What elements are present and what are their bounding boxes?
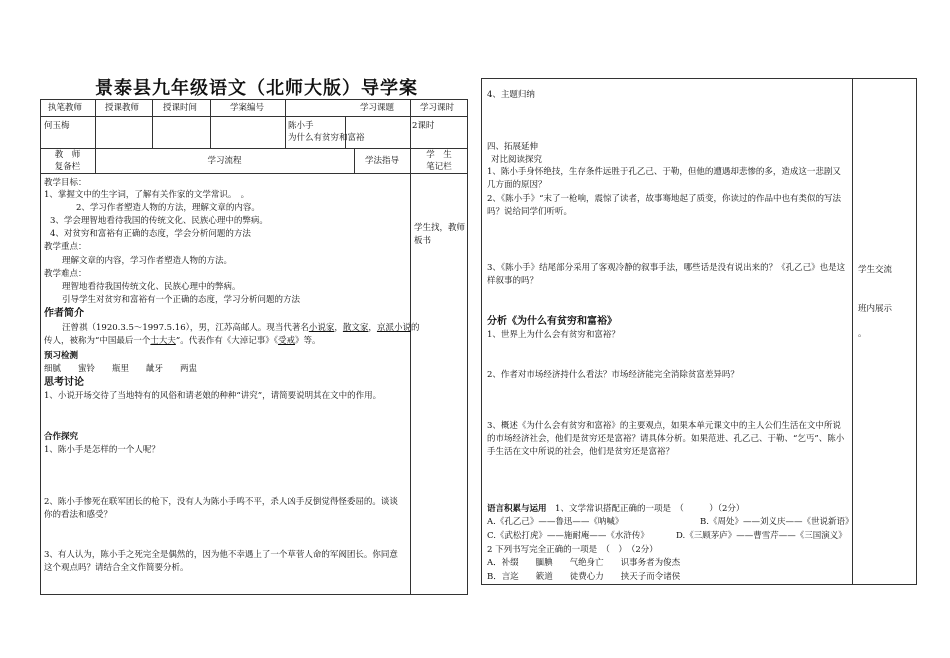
guide-label: 学法指导: [364, 156, 399, 166]
q2-a: A．补缀 腼腆 气绝身亡 识事务者为俊杰: [487, 558, 681, 568]
diff-1: 理智地看待我国传统文化、民族心理中的弊病。: [62, 282, 241, 292]
col-teacher: 授课教师: [105, 103, 140, 113]
side-dot: 。: [858, 329, 867, 339]
student-notes-label: 学 生 笔记栏: [426, 150, 452, 172]
author-line-2: 传人，被称为“中国最后一个士大夫”。代表作有《大淖记事》《受戒》等。: [44, 336, 321, 346]
lang-line: 语言积累与运用 1、文学常识搭配正确的一项是 （ ）（2分）: [487, 504, 745, 514]
key-title: 教学重点：: [44, 242, 87, 252]
q2-b: B．言迄 簌道 徒费心力 挟天子而令诸侯: [487, 572, 681, 582]
side-exchange: 学生交流: [858, 265, 893, 275]
flow-label: 学习流程: [207, 156, 242, 166]
preview-title: 预习检测: [44, 351, 79, 361]
coop-q1: 1、陈小手是怎样的一个人呢？: [44, 445, 160, 455]
goal-1: 1、掌握文中的生字词，了解有关作家的文学常识。 。: [44, 190, 250, 200]
topic-line2: 为什么有贫穷和富裕: [288, 133, 365, 143]
opt-d: D.《三顾茅庐》——曹雪芹——《三国演义》: [676, 531, 847, 541]
goal-3: 3、学会理智地看待我国的传统文化、民族心理中的弊病。: [50, 216, 268, 226]
col-time: 授课时间: [163, 103, 198, 113]
teacher-notes-label: 教 师 复备栏: [54, 150, 81, 172]
think-q1: 1、小说开场交待了当地特有的风俗和请老娘的种种“讲究”，请简要说明其在文中的作用。: [44, 391, 382, 401]
col-author: 执笔教师: [48, 103, 83, 113]
coop-title: 合作探究: [44, 432, 79, 442]
goal-2: 2、学习作者塑造人物的方法，理解文章的内容。: [76, 203, 260, 213]
goals-title: 教学目标：: [44, 178, 87, 188]
preview-words: 细腻 蜜铃 瓶里 龇牙 两盅: [44, 364, 198, 374]
side-show: 班内展示: [858, 304, 893, 314]
opt-b: B.《周处》——刘义庆——《世说新语》: [700, 517, 854, 527]
hours-value: 2课时: [412, 121, 435, 131]
diff-2: 引导学生对贫穷和富裕有一个正确的态度，学习分析问题的方法: [62, 295, 301, 305]
opt-c: C.《武松打虎》——施耐庵——《水浒传》: [487, 531, 649, 541]
opt-a: A.《孔乙己》——鲁迅——《呐喊》: [487, 517, 624, 527]
col-number: 学案编号: [230, 103, 265, 113]
col-topic: 学习课题: [360, 103, 395, 113]
author-title: 作者简介: [44, 308, 84, 319]
author-value: 何玉梅: [44, 121, 70, 131]
side-note: 学生找，教师板书: [414, 223, 466, 246]
topic-line1: 陈小手: [288, 121, 314, 131]
coop-q2: 2、陈小手惨死在联军团长的枪下，没有人为陈小手鸣不平，杀人凶手反倒觉得怪委屈的。谈谈你的看法和感受？: [44, 497, 398, 520]
a-q1: 1、世界上为什么会有贫穷和富裕？: [487, 330, 620, 340]
coop-q3: 3、有人认为，陈小手之死完全是偶然的，因为他不幸遇上了一个草菅人命的军阀团长。你同意这个观点吗？请结合全文作简要分析。: [44, 550, 398, 573]
a-q3: 3、概述《为什么会有贫穷和富裕》的主要观点，如果本单元课文中的主人公们生活在文中所说的市场经济社会，他们是贫穷还是富裕？请具体分析。如果范进、孔乙己、于勒、“乞丐”、陈小手生活在文中所说的社会，他们是贫穷还是富裕？: [487, 421, 845, 457]
col-hours: 学习课时: [420, 103, 455, 113]
goal-4: 4、对贫穷和富裕有正确的态度，学会分析问题的方法: [50, 229, 251, 239]
analysis-title: 分析《为什么有贫穷和富裕》: [487, 316, 617, 327]
r-q1: 1、陈小手身怀绝技，生存条件远胜于孔乙己、于勒，但他的遭遇却悲惨的多，造成这一悲剧又几方面的原因？: [487, 167, 841, 190]
page-title: 景泰县九年级语文（北师大版）导学案: [95, 78, 418, 99]
compare-title: 对比阅读探究: [491, 155, 543, 165]
r-q2: 2、《陈小手》“末了一枪响，震惊了读者，故事骞地起了质变，你读过的作品中也有类似的写法吗？说给同学们听听。: [487, 194, 842, 217]
key-text: 理解文章的内容，学习作者塑造人物的方法。: [62, 256, 233, 266]
diff-title: 教学难点：: [44, 269, 87, 279]
lang-q2: 2 下列书写完全正确的一项是 （ ） （2分）: [487, 545, 658, 555]
r-q3: 3、《陈小手》结尾部分采用了客观冷静的叙事手法，哪些话是没有说出来的？《孔乙己》也是这样叙事的吗？: [487, 263, 846, 286]
summary: 4、主题归纳: [487, 90, 535, 100]
ext-title: 四、拓展延伸: [487, 142, 539, 152]
a-q2: 2、作者对市场经济持什么看法？市场经济能完全消除贫富差异吗？: [487, 370, 739, 380]
author-line-1: 汪曾祺（1920.3.5～1997.5.16），男，江苏高邮人。现当代著名小说家，散文家，京派小说的: [62, 323, 420, 333]
think-title: 思考讨论: [44, 377, 84, 388]
